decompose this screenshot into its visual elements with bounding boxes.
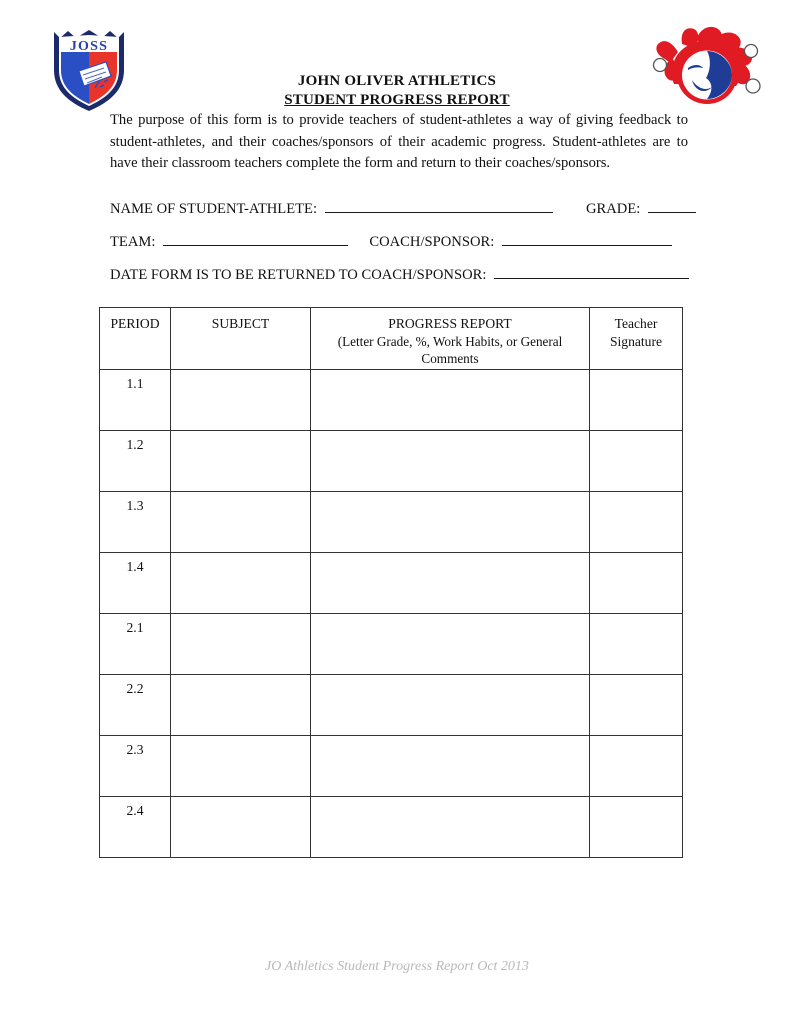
cell-subject[interactable] <box>171 431 311 492</box>
form-fields <box>110 198 690 297</box>
intro-paragraph: The purpose of this form is to provide teachers of student-athletes a way of giving feedback to student-athletes, and their coaches/sponsors of their academic progress. Student-athletes are to have their classroom teachers complete the form and return to their coaches/sponsors. <box>110 112 688 172</box>
cell-period: 1.1 <box>100 370 171 431</box>
table-row <box>100 492 683 553</box>
cell-subject[interactable] <box>171 492 311 553</box>
cell-signature[interactable] <box>590 797 683 858</box>
table-header-row <box>100 308 683 370</box>
team-field-label: TEAM: <box>110 234 156 250</box>
field-row-team-coach <box>110 231 690 264</box>
signature-header-line1: Teacher <box>614 316 658 331</box>
cell-subject[interactable] <box>171 736 311 797</box>
table-row <box>100 553 683 614</box>
footer-text: JO Athletics Student Progress Report Oct 2013 <box>265 959 529 974</box>
column-header-subject: SUBJECT <box>171 308 311 370</box>
cell-period: 1.2 <box>100 431 171 492</box>
return-date-input[interactable] <box>494 264 689 279</box>
progress-header-subtitle: (Letter Grade, %, Work Habits, or General Comments <box>337 333 563 366</box>
cell-signature[interactable] <box>590 553 683 614</box>
cell-progress[interactable] <box>311 370 590 431</box>
cell-progress[interactable] <box>311 736 590 797</box>
page-title <box>0 72 794 110</box>
column-header-progress-report <box>311 308 590 370</box>
coach-field-label: COACH/SPONSOR: <box>369 234 495 250</box>
cell-period: 2.1 <box>100 614 171 675</box>
cell-progress[interactable] <box>311 797 590 858</box>
cell-signature[interactable] <box>590 736 683 797</box>
grade-field-input[interactable] <box>648 198 696 213</box>
table-row <box>100 614 683 675</box>
title-line-form-name: STUDENT PROGRESS REPORT <box>284 92 510 108</box>
cell-signature[interactable] <box>590 492 683 553</box>
cell-period: 1.3 <box>100 492 171 553</box>
table-row <box>100 370 683 431</box>
cell-signature[interactable] <box>590 370 683 431</box>
cell-signature[interactable] <box>590 431 683 492</box>
cell-subject[interactable] <box>171 614 311 675</box>
cell-period: 2.3 <box>100 736 171 797</box>
return-date-label: DATE FORM IS TO BE RETURNED TO COACH/SPONSOR: <box>110 267 487 283</box>
cell-progress[interactable] <box>311 614 590 675</box>
cell-signature[interactable] <box>590 614 683 675</box>
cell-subject[interactable] <box>171 370 311 431</box>
cell-progress[interactable] <box>311 492 590 553</box>
name-field-label: NAME OF STUDENT-ATHLETE: <box>110 201 318 217</box>
field-row-return-date <box>110 264 690 297</box>
progress-report-table <box>99 307 683 858</box>
table-row <box>100 675 683 736</box>
field-row-name-grade <box>110 198 690 231</box>
cell-progress[interactable] <box>311 553 590 614</box>
cell-progress[interactable] <box>311 675 590 736</box>
column-header-teacher-signature <box>590 308 683 370</box>
column-header-period: PERIOD <box>100 308 171 370</box>
svg-text:JOSS: JOSS <box>69 39 109 54</box>
table-row <box>100 431 683 492</box>
signature-header-line2: Signature <box>609 333 663 349</box>
cell-period: 2.2 <box>100 675 171 736</box>
cell-subject[interactable] <box>171 675 311 736</box>
cell-period: 1.4 <box>100 553 171 614</box>
cell-subject[interactable] <box>171 797 311 858</box>
progress-header-main: PROGRESS REPORT <box>388 316 512 331</box>
cell-signature[interactable] <box>590 675 683 736</box>
cell-subject[interactable] <box>171 553 311 614</box>
team-field-input[interactable] <box>163 231 348 246</box>
cell-period: 2.4 <box>100 797 171 858</box>
table-row <box>100 797 683 858</box>
cell-progress[interactable] <box>311 431 590 492</box>
title-line-organization: JOHN OLIVER ATHLETICS <box>297 73 497 89</box>
grade-field-label: GRADE: <box>585 201 641 217</box>
coach-field-input[interactable] <box>502 231 672 246</box>
name-field-input[interactable] <box>325 198 553 213</box>
table-row <box>100 736 683 797</box>
